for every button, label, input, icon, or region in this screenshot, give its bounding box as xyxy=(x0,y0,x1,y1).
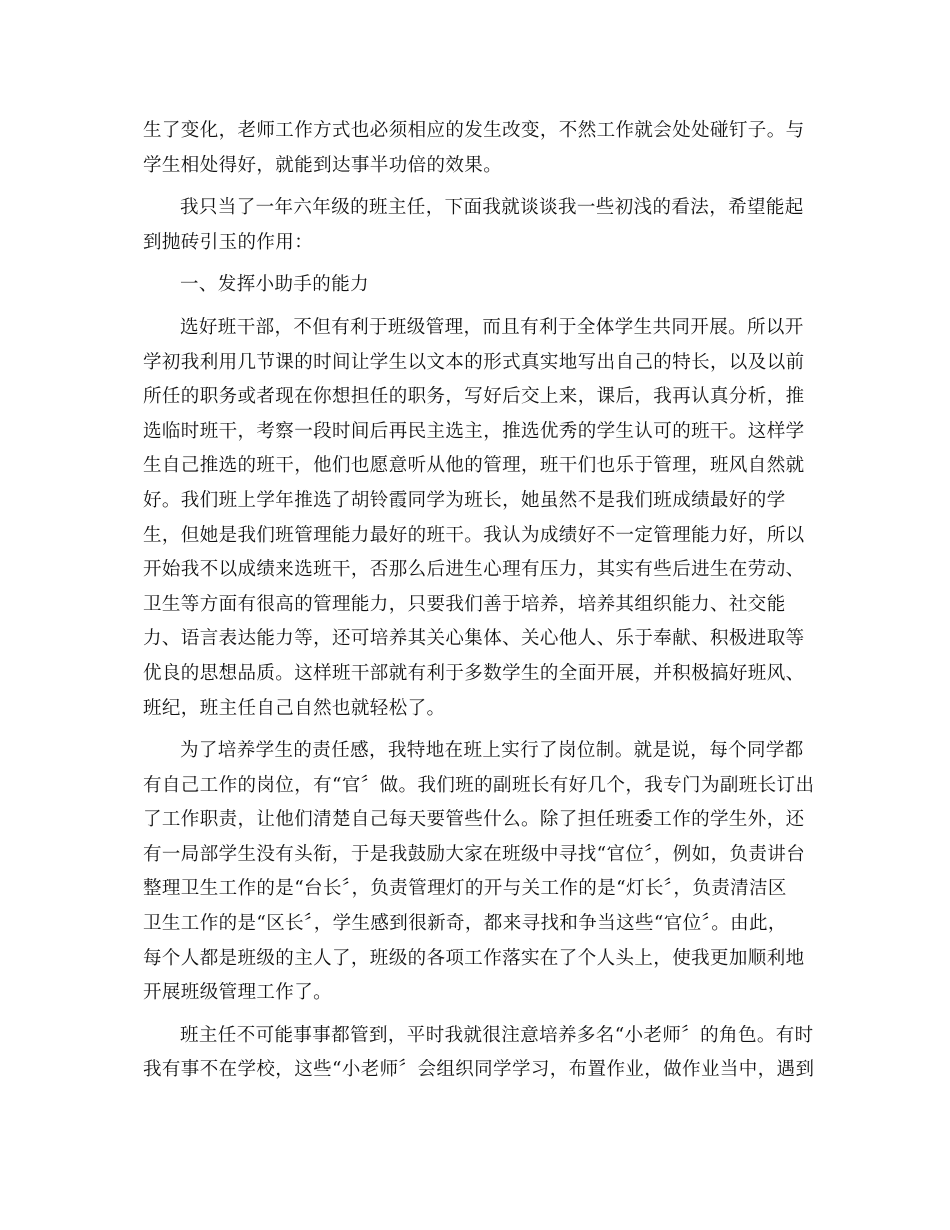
text-line: 每个人都是班级的主人了，班级的各项工作落实在了个人头上，使我更加顺利地 xyxy=(143,947,805,969)
paragraph-4 xyxy=(143,734,815,1011)
text-line: 我只当了一年六年级的班主任，下面我就谈谈我一些初浅的看法，希望能起 xyxy=(180,197,804,219)
text-line: 到抛砖引玉的作用： xyxy=(143,231,314,253)
paragraph-5 xyxy=(143,1019,815,1088)
paragraph-1 xyxy=(143,114,805,183)
text-line: 卫生工作的是“区长〞，学生感到很新奇，都来寻找和争当这些“官位〞。由此， xyxy=(143,913,787,935)
text-line: 我有事不在学校，这些“小老师〞会组织同学学习，布置作业，做作业当中，遇到 xyxy=(143,1059,815,1081)
text-line: 选临时班干，考察一段时间后再民主选主，推选优秀的学生认可的班干。这样学 xyxy=(143,420,805,442)
text-line: 所任的职务或者现在你想担任的职务，写好后交上来，课后，我再认真分析，推 xyxy=(143,386,805,408)
text-line: 选好班干部，不但有利于班级管理，而且有利于全体学生共同开展。所以开 xyxy=(180,316,804,338)
body-text xyxy=(143,114,815,1088)
text-line: 开展班级管理工作了。 xyxy=(143,982,333,1004)
text-line: 生，但她是我们班管理能力最好的班干。我认为成绩好不一定管理能力好，所以 xyxy=(143,524,805,546)
text-line: 整理卫生工作的是“台长〞，负责管理灯的开与关工作的是“灯长〞，负责清洁区 xyxy=(143,878,787,900)
heading-line: 一、发挥小助手的能力 xyxy=(180,274,370,296)
text-line: 为了培养学生的责任感，我特地在班上实行了岗位制。就是说，每个同学都 xyxy=(180,740,804,762)
paragraph-3 xyxy=(143,311,805,726)
text-line: 好。我们班上学年推选了胡铃霞同学为班长，她虽然不是我们班成绩最好的学 xyxy=(143,489,786,511)
text-line: 学初我利用几节课的时间让学生以文本的形式真实地写出自己的特长，以及以前 xyxy=(143,351,805,373)
paragraph-2 xyxy=(143,191,805,260)
text-line: 卫生等方面有很高的管理能力，只要我们善于培养，培养其组织能力、社交能 xyxy=(143,593,786,615)
text-line: 有一局部学生没有头衔，于是我鼓励大家在班级中寻找“官位〞，例如，负责讲台 xyxy=(143,843,806,865)
text-line: 生了变化，老师工作方式也必须相应的发生改变，不然工作就会处处碰钉子。与 xyxy=(143,120,805,141)
text-line: 力、语言表达能力等，还可培养其关心集体、关心他人、乐于奉献、积极进取等 xyxy=(143,628,805,650)
section-heading xyxy=(143,268,805,303)
text-line: 优良的思想品质。这样班干部就有利于多数学生的全面开展，并积极搞好班风、 xyxy=(143,662,805,684)
text-line: 了工作职责，让他们清楚自己每天要管些什么。除了担任班委工作的学生外，还 xyxy=(143,809,805,831)
text-line: 班纪，班主任自己自然也就轻松了。 xyxy=(143,697,446,719)
text-line: 学生相处得好，就能到达事半功倍的效果。 xyxy=(143,154,503,176)
text-line: 开始我不以成绩来选班干，否那么后进生心理有压力，其实有些后进生在劳动、 xyxy=(143,559,805,581)
text-line: 生自己推选的班干，他们也愿意听从他的管理，班干们也乐于管理，班风自然就 xyxy=(143,455,805,477)
text-line: 班主任不可能事事都管到，平时我就很注意培养多名“小老师〞的角色。有时 xyxy=(180,1024,814,1046)
text-line: 有自己工作的岗位，有“官〞做。我们班的副班长有好几个，我专门为副班长订出 xyxy=(143,774,815,796)
